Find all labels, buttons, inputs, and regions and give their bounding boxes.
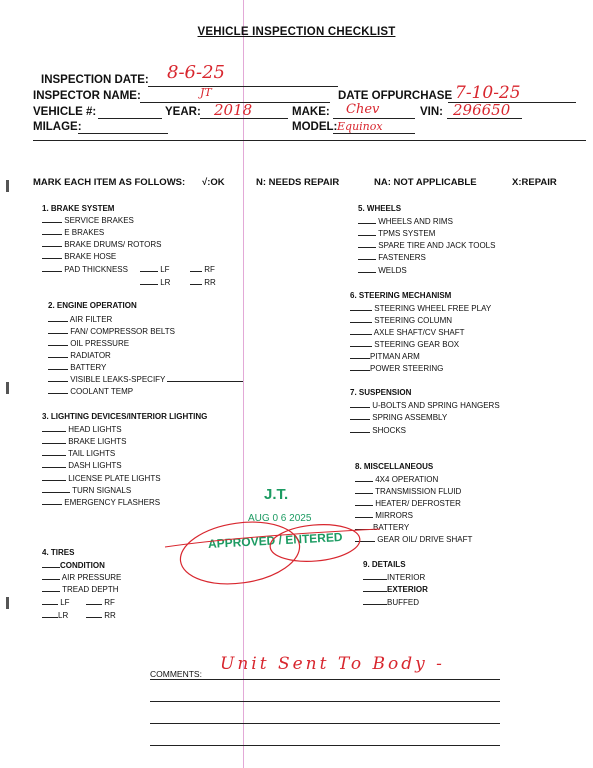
checklist-item[interactable]: STEERING COLUMN [350, 315, 452, 325]
comment-line [150, 745, 500, 746]
checklist-item[interactable]: WHEELS AND RIMS [358, 216, 453, 226]
checklist-item[interactable]: 4X4 OPERATION [355, 474, 438, 484]
stamp-initials: J.T. [264, 486, 289, 503]
checklist-item[interactable]: BRAKE LIGHTS [42, 436, 126, 446]
checklist-item[interactable]: HEAD LIGHTS [42, 424, 122, 434]
checklist-item[interactable]: GEAR OIL/ DRIVE SHAFT [355, 534, 472, 544]
section-wheels-title: 5. WHEELS [358, 204, 402, 213]
checklist-item[interactable]: AIR PRESSURE [42, 572, 121, 582]
checklist-item[interactable]: E BRAKES [42, 227, 104, 237]
header-divider [33, 140, 586, 141]
scan-speck [6, 180, 9, 192]
legend-repair: X:REPAIR [512, 177, 557, 188]
comment-line [150, 723, 500, 724]
scan-speck [6, 382, 9, 394]
checklist-item[interactable]: BATTERY [355, 522, 409, 532]
pad-lf[interactable]: LF [140, 264, 170, 274]
checklist-item[interactable]: COOLANT TEMP [48, 386, 133, 396]
tire-lr[interactable]: LR [42, 610, 68, 620]
inspection-date-label: INSPECTION DATE: [41, 74, 149, 86]
year-value[interactable]: 2018 [214, 101, 253, 119]
checklist-item[interactable]: TPMS SYSTEM [358, 228, 435, 238]
tire-lf[interactable]: LF [42, 597, 70, 607]
section-brake-title: 1. BRAKE SYSTEM [42, 204, 115, 213]
pad-rf[interactable]: RF [190, 264, 215, 274]
legend-intro: MARK EACH ITEM AS FOLLOWS: [33, 177, 186, 188]
checklist-item[interactable]: SPARE TIRE AND JACK TOOLS [358, 240, 495, 250]
legend-ok: √:OK [202, 177, 225, 188]
legend-not-applicable: NA: NOT APPLICABLE [374, 177, 477, 188]
checklist-item[interactable]: PITMAN ARM [350, 351, 420, 361]
checklist-item[interactable]: STEERING GEAR BOX [350, 339, 459, 349]
checklist-item[interactable]: U-BOLTS AND SPRING HANGERS [350, 400, 500, 410]
vin-value[interactable]: 296650 [453, 101, 511, 119]
stamp-circles-ink [160, 515, 390, 590]
checklist-item[interactable]: AXLE SHAFT/CV SHAFT [350, 327, 464, 337]
section-engine-title: 2. ENGINE OPERATION [48, 301, 137, 310]
pad-lr[interactable]: LR [140, 277, 170, 287]
section-suspension-title: 7. SUSPENSION [350, 388, 412, 397]
checklist-item[interactable]: SHOCKS [350, 425, 406, 435]
form-title: VEHICLE INSPECTION CHECKLIST [197, 26, 396, 38]
scan-speck [6, 597, 9, 609]
legend-needs-repair: N: NEEDS REPAIR [256, 177, 340, 188]
checklist-item[interactable]: DASH LIGHTS [42, 460, 122, 470]
checklist-item[interactable]: SERVICE BRAKES [42, 215, 134, 225]
checklist-item[interactable]: BUFFED [363, 597, 419, 607]
checklist-item[interactable]: RADIATOR [48, 350, 111, 360]
checklist-item[interactable]: EXTERIOR [363, 584, 428, 594]
make-value[interactable]: Chev [346, 102, 380, 117]
stamp-status: APPROVED / ENTERED [207, 529, 343, 551]
inspection-date-line [148, 86, 338, 87]
date-of-purchase-label: DATE OFPURCHASE [338, 90, 453, 102]
checklist-item[interactable]: WELDS [358, 265, 407, 275]
checklist-item[interactable]: TAIL LIGHTS [42, 448, 115, 458]
make-line [333, 118, 415, 119]
tire-rr[interactable]: RR [86, 610, 116, 620]
vin-label: VIN: [420, 106, 443, 118]
comments-value[interactable]: Unit Sent To Body - [220, 654, 445, 674]
checklist-item[interactable]: AIR FILTER [48, 314, 112, 324]
date-of-purchase-value[interactable]: 7-10-25 [455, 83, 521, 103]
year-label: YEAR: [165, 106, 201, 118]
checklist-item[interactable]: BRAKE DRUMS/ ROTORS [42, 239, 161, 249]
model-label: MODEL: [292, 121, 338, 133]
section-steering-title: 6. STEERING MECHANISM [350, 291, 452, 300]
inspection-date-value[interactable]: 8-6-25 [167, 62, 225, 83]
section-lighting-title: 3. LIGHTING DEVICES/INTERIOR LIGHTING [42, 412, 208, 421]
inspector-name-value[interactable]: JT [200, 86, 212, 99]
section-details-title: 9. DETAILS [363, 560, 406, 569]
comment-line [150, 701, 500, 702]
pad-rr[interactable]: RR [190, 277, 216, 287]
milage-line [78, 133, 168, 134]
model-value[interactable]: Equinox [337, 120, 383, 133]
checklist-item[interactable]: FAN/ COMPRESSOR BELTS [48, 326, 175, 336]
checklist-item[interactable]: VISIBLE LEAKS-SPECIFY [48, 374, 243, 384]
make-label: MAKE: [292, 106, 330, 118]
stamp-date: AUG 0 6 2025 [248, 513, 312, 524]
checklist-item[interactable]: FASTENERS [358, 252, 426, 262]
checklist-item[interactable]: STEERING WHEEL FREE PLAY [350, 303, 491, 313]
vehicle-number-label: VEHICLE #: [33, 106, 97, 118]
checklist-item[interactable]: BRAKE HOSE [42, 251, 116, 261]
checklist-item[interactable]: PAD THICKNESS [42, 264, 128, 274]
milage-label: MILAGE: [33, 121, 82, 133]
checklist-item[interactable]: LICENSE PLATE LIGHTS [42, 473, 161, 483]
tire-rf[interactable]: RF [86, 597, 115, 607]
checklist-item[interactable]: TRANSMISSION FLUID [355, 486, 461, 496]
section-misc-title: 8. MISCELLANEOUS [355, 462, 434, 471]
inspector-name-label: INSPECTOR NAME: [33, 90, 141, 102]
vehicle-number-line [98, 118, 162, 119]
checklist-item[interactable]: TREAD DEPTH [42, 584, 119, 594]
checklist-item[interactable]: MIRRORS [355, 510, 413, 520]
section-tires-title: 4. TIRES [42, 548, 75, 557]
checklist-item[interactable]: OIL PRESSURE [48, 338, 129, 348]
checklist-item[interactable]: POWER STEERING [350, 363, 443, 373]
comment-line [150, 679, 500, 680]
checklist-item[interactable]: BATTERY [48, 362, 106, 372]
checklist-item[interactable]: CONDITION [42, 560, 105, 570]
comments-label: COMMENTS: [150, 669, 202, 679]
checklist-item[interactable]: HEATER/ DEFROSTER [355, 498, 461, 508]
checklist-item[interactable]: SPRING ASSEMBLY [350, 412, 447, 422]
model-line [333, 133, 415, 134]
checklist-item[interactable]: INTERIOR [363, 572, 425, 582]
checklist-item[interactable]: EMERGENCY FLASHERS [42, 497, 160, 507]
checklist-item[interactable]: TURN SIGNALS [42, 485, 131, 495]
